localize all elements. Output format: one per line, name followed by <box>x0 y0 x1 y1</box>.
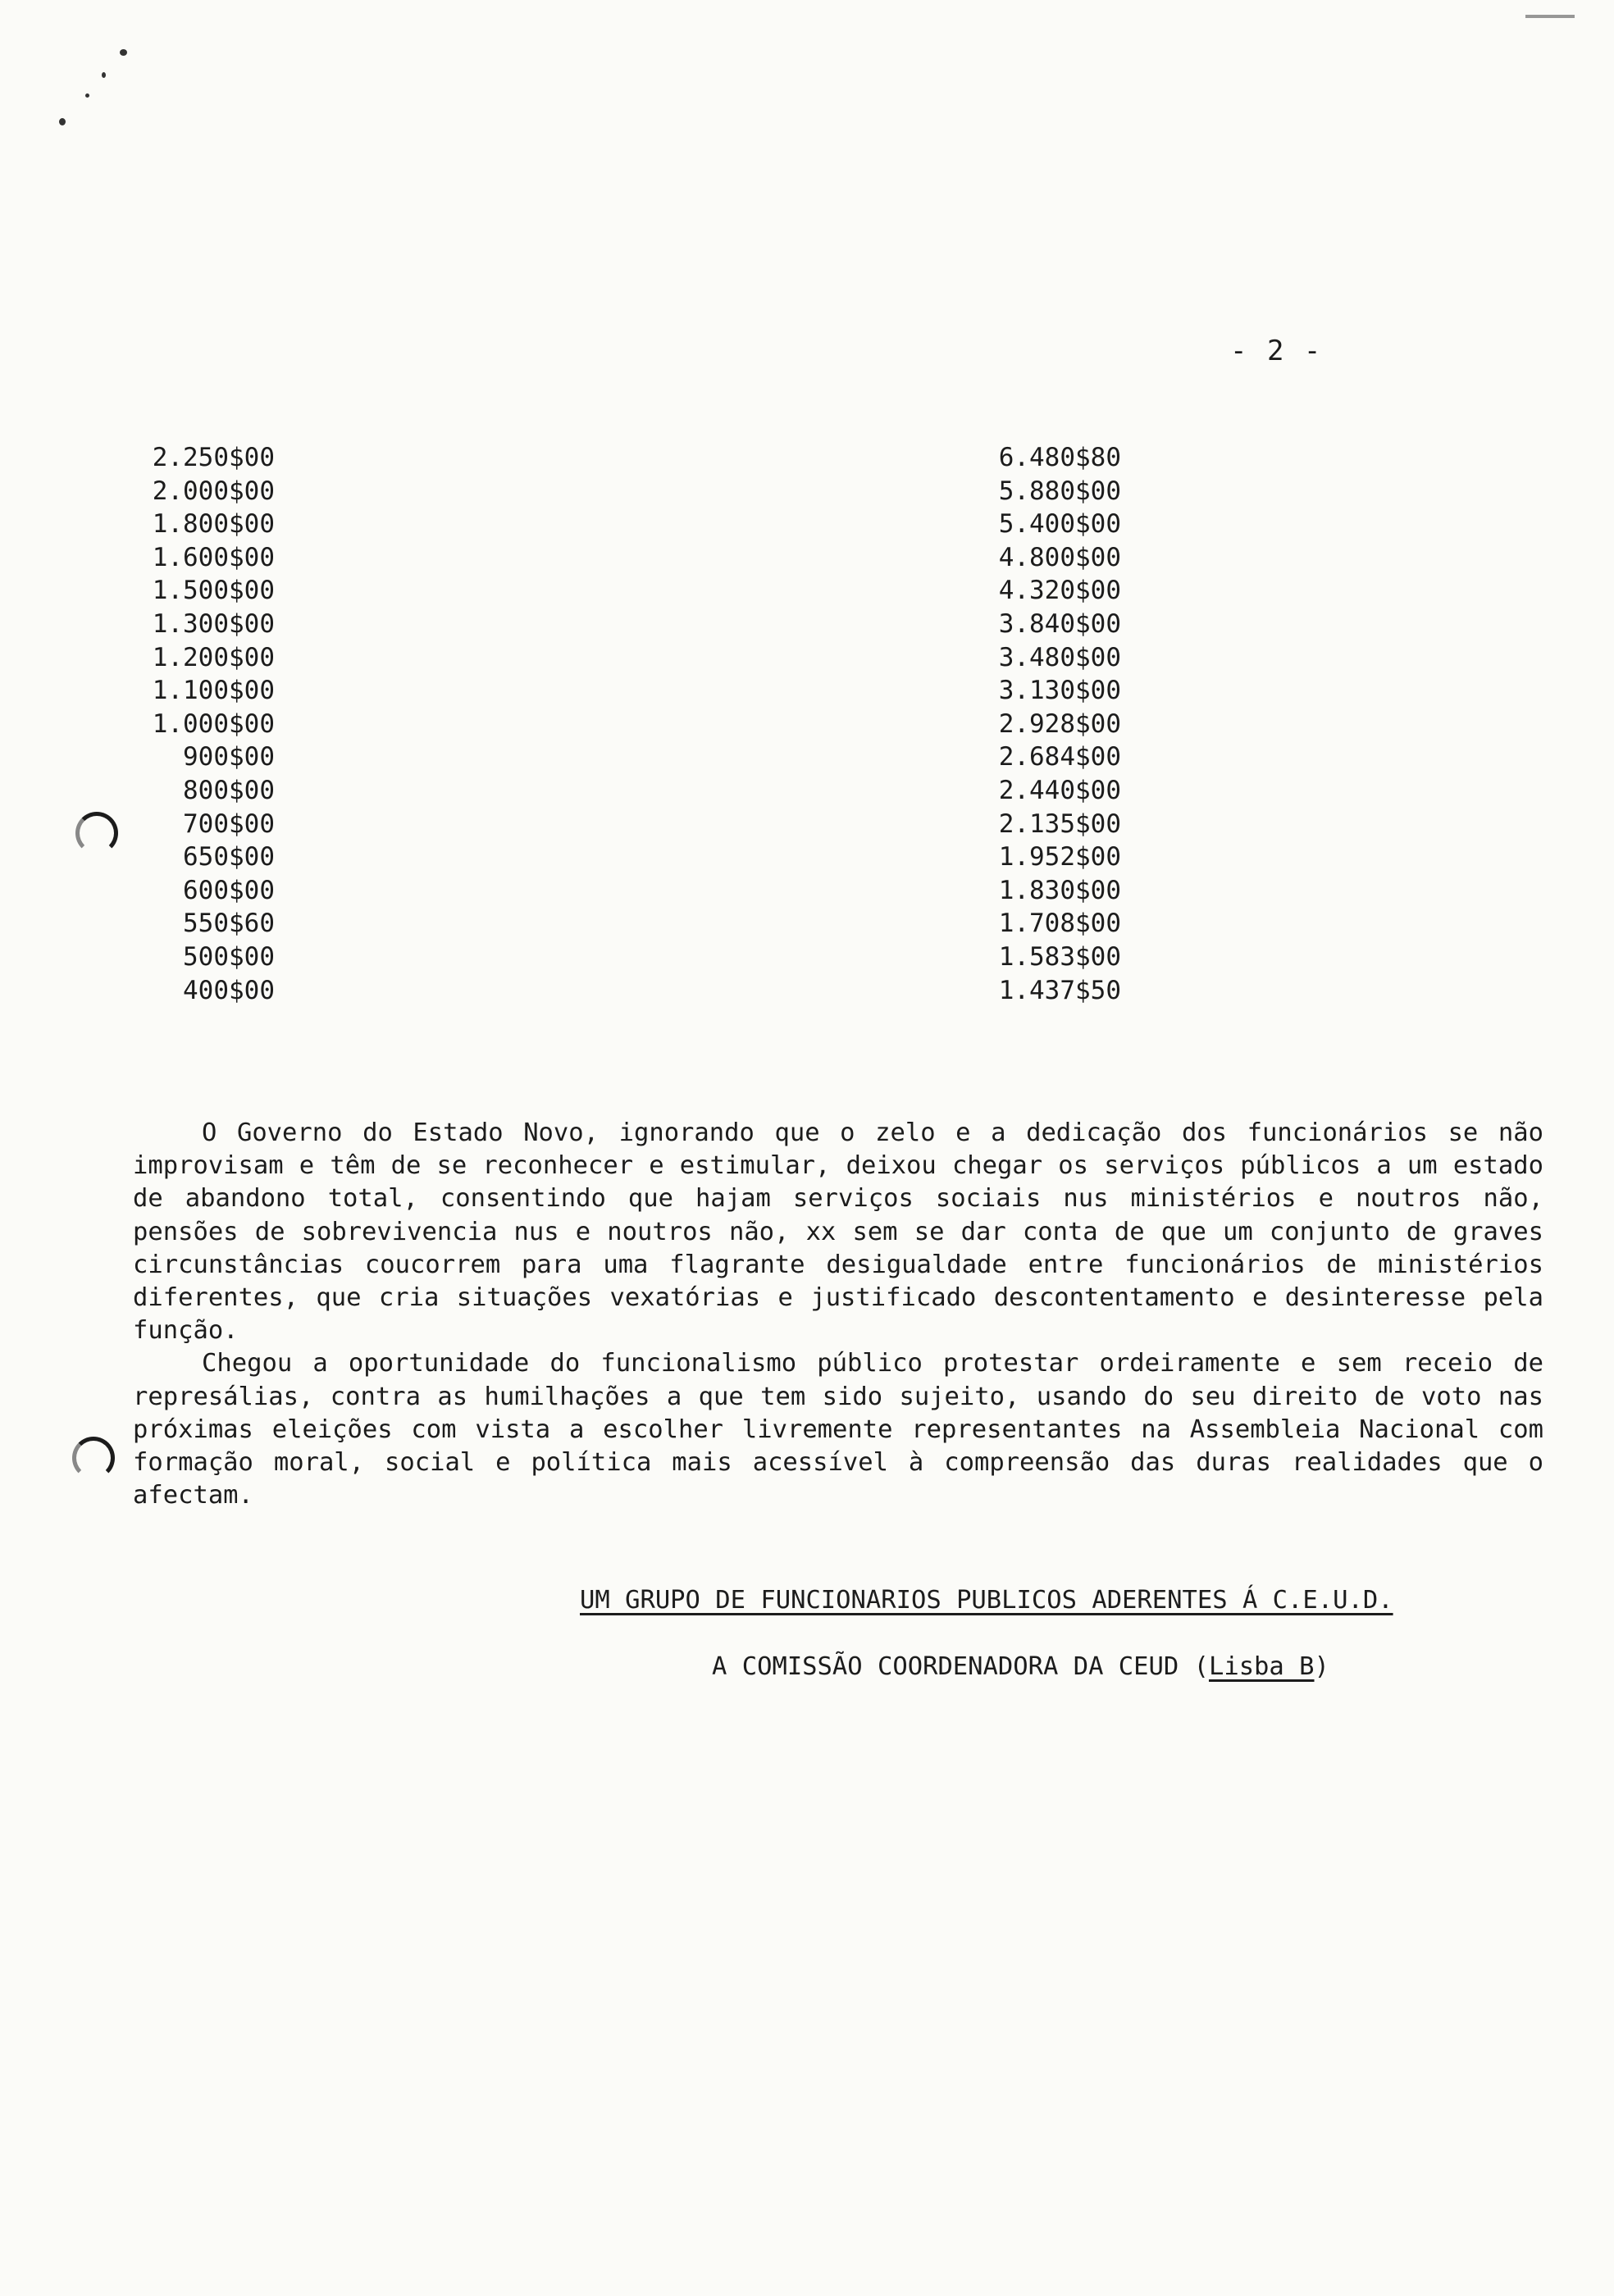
table-row <box>0 742 1614 776</box>
body-text <box>133 1117 1543 1512</box>
ink-speck <box>120 49 127 56</box>
old-salary: 1.100$00 <box>152 676 275 706</box>
new-salary: 3.480$00 <box>998 642 1121 672</box>
ink-speck <box>59 118 66 125</box>
old-salary: 1.000$00 <box>152 708 275 739</box>
new-salary: 4.320$00 <box>998 576 1121 606</box>
old-salary: 500$00 <box>183 941 275 972</box>
table-row <box>0 643 1614 676</box>
table-row <box>0 942 1614 976</box>
punch-hole-icon <box>75 812 118 854</box>
signature-line-1: UM GRUPO DE FUNCIONARIOS PUBLICOS ADERENTES Á C.E.U.D. <box>580 1586 1393 1615</box>
old-salary: 2.250$00 <box>152 443 275 472</box>
table-row <box>0 543 1614 576</box>
new-salary: 6.480$80 <box>998 443 1121 472</box>
new-salary: 2.135$00 <box>998 809 1121 839</box>
new-salary: 5.880$00 <box>998 476 1121 506</box>
old-salary: 650$00 <box>183 842 275 872</box>
signature-line-2-underlined: Lisba B <box>1208 1652 1315 1681</box>
old-salary: 600$00 <box>183 875 275 905</box>
new-salary: 2.684$00 <box>998 742 1121 772</box>
new-salary: 2.928$00 <box>998 708 1121 739</box>
table-row <box>0 676 1614 709</box>
table-row <box>0 476 1614 510</box>
new-salary: 5.400$00 <box>998 509 1121 540</box>
ink-speck <box>102 72 106 78</box>
table-row <box>0 876 1614 909</box>
new-salary: 1.437$50 <box>998 975 1121 1005</box>
signature-line-2-prefix: A COMISSÃO COORDENADORA DA CEUD ( <box>712 1652 1209 1681</box>
new-salary: 1.708$00 <box>998 909 1121 939</box>
old-salary: 1.600$00 <box>152 542 275 572</box>
punch-hole-icon <box>72 1437 115 1479</box>
new-salary: 4.800$00 <box>998 542 1121 572</box>
old-salary: 1.300$00 <box>152 608 275 639</box>
table-row <box>0 509 1614 543</box>
old-salary: 2.000$00 <box>152 476 275 506</box>
old-salary: 400$00 <box>183 975 275 1005</box>
salary-table <box>0 443 1614 1009</box>
new-salary: 3.130$00 <box>998 676 1121 706</box>
paragraph: O Governo do Estado Novo, ignorando que o zelo e a dedicação dos funcionários se não improvisam e têm de se reconhecer e estimular, deixou chegar os serviços públicos a um estado de abandono total, consentindo que hajam serviços sociais nus ministérios e noutros não, pensões de sobrevivencia nus e noutros não, xx sem se dar conta de que um conjunto de graves circunstâncias coucorrem para uma flagrante desigualdade entre funcionários de ministérios diferentes, que cria situações vexatórias e justificado descontentamento e desinteresse pela função. <box>133 1118 1543 1346</box>
table-row <box>0 809 1614 843</box>
new-salary: 2.440$00 <box>998 775 1121 805</box>
table-row <box>0 443 1614 476</box>
old-salary: 900$00 <box>183 742 275 772</box>
table-row <box>0 776 1614 809</box>
table-row <box>0 976 1614 1009</box>
new-salary: 3.840$00 <box>998 608 1121 639</box>
new-salary: 1.952$00 <box>998 842 1121 872</box>
new-salary: 1.830$00 <box>998 875 1121 905</box>
table-row <box>0 842 1614 876</box>
old-salary: 700$00 <box>183 809 275 839</box>
signature-line-2-suffix: ) <box>1314 1652 1329 1681</box>
new-salary: 1.583$00 <box>998 941 1121 972</box>
old-salary: 800$00 <box>183 775 275 805</box>
table-row <box>0 609 1614 643</box>
old-salary: 1.200$00 <box>152 642 275 672</box>
scan-mark <box>1525 15 1575 18</box>
table-row <box>0 576 1614 609</box>
table-row <box>0 909 1614 942</box>
paragraph: Chegou a oportunidade do funcionalismo público protestar ordeiramente e sem receio de represálias, contra as humilhações a que tem sido sujeito, usando do seu direito de voto nas próximas eleições com vista a escolher livremente representantes na Assembleia Nacional com formação moral, social e política mais acessível à compreensão das duras realidades que o afectam. <box>133 1349 1543 1510</box>
signature-line-2 <box>712 1652 1329 1681</box>
page-number: - 2 - <box>1230 335 1323 367</box>
table-row <box>0 709 1614 743</box>
old-salary: 1.500$00 <box>152 576 275 606</box>
ink-speck <box>85 93 89 98</box>
old-salary: 1.800$00 <box>152 509 275 540</box>
old-salary: 550$60 <box>183 909 275 939</box>
